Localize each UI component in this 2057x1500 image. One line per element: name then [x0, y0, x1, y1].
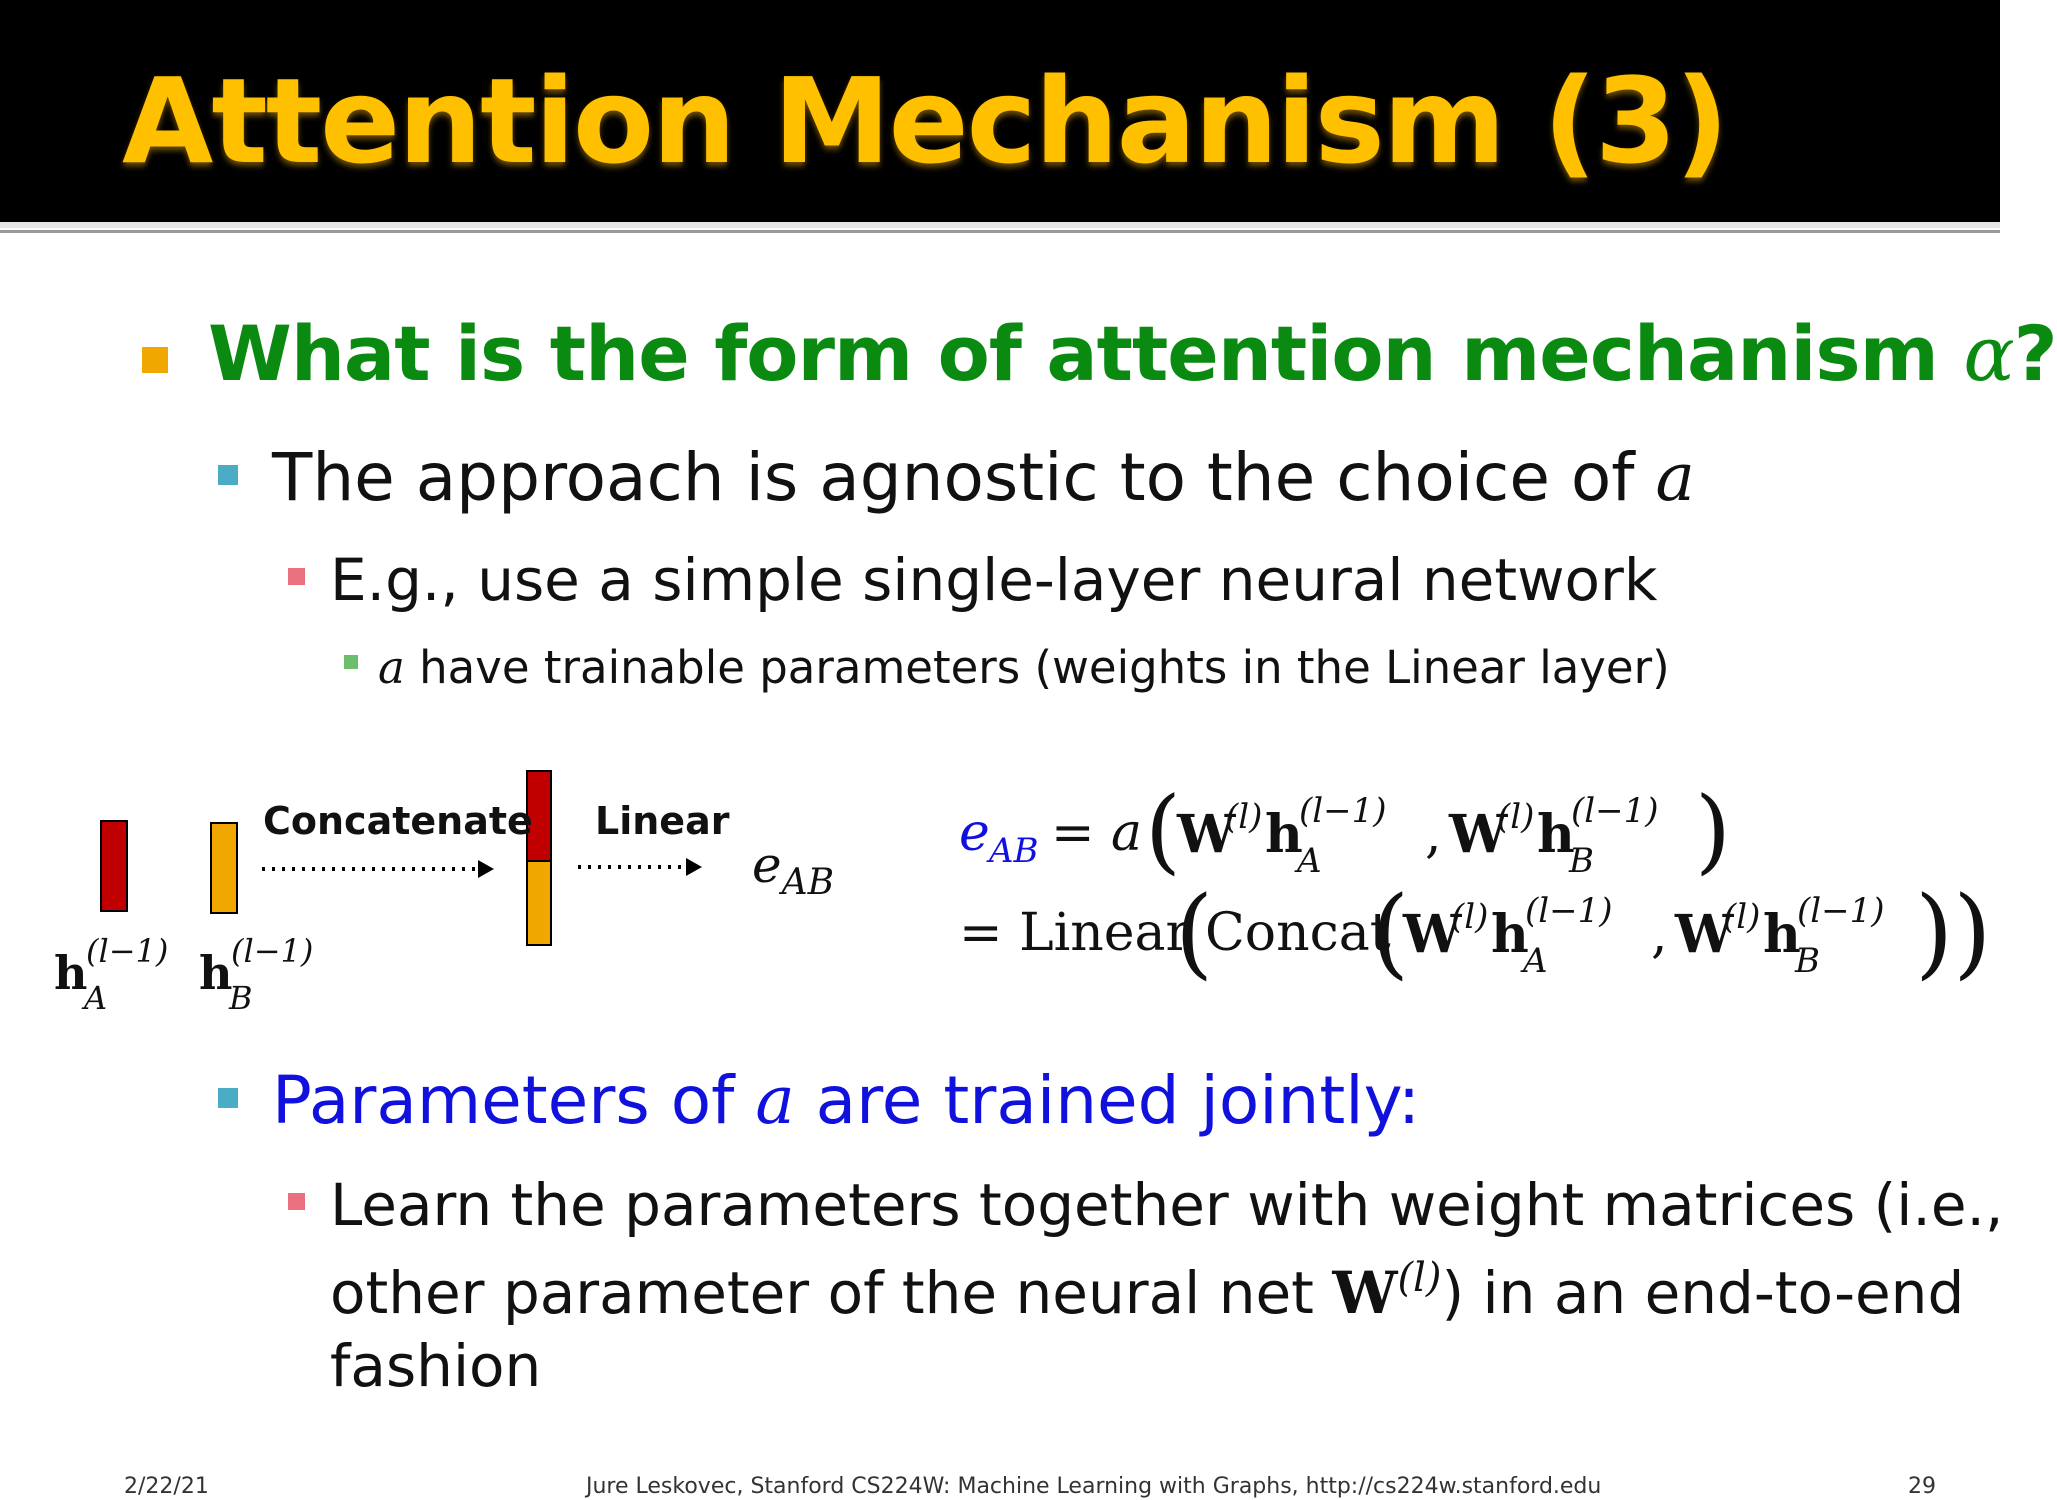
- svg-text:(l): (l): [1225, 797, 1263, 837]
- bullet-marker-l4: [344, 655, 358, 669]
- svg-text:(l−1): (l−1): [1571, 791, 1659, 831]
- W-superscript: (l): [1397, 1255, 1442, 1301]
- equation-line-2: [955, 876, 2005, 1010]
- svg-text:=: =: [1051, 803, 1095, 863]
- svg-text:Concat: Concat: [1205, 903, 1391, 963]
- bullet-marker-l3: [288, 568, 305, 585]
- bullet-question: [208, 309, 2057, 398]
- eAB-sub: AB: [781, 862, 835, 903]
- linear-label: Linear: [595, 799, 730, 843]
- svg-text:,: ,: [1425, 805, 1442, 865]
- question-text: What is the form of attention mechanism: [208, 309, 1964, 398]
- bullet-marker-l1: [142, 347, 168, 373]
- bullet-learn-line1: Learn the parameters together with weight matrices (i.e.,: [330, 1171, 2004, 1239]
- a-symbol: a: [1655, 439, 1695, 516]
- hB-base: h: [199, 946, 233, 1000]
- svg-text:W: W: [1675, 904, 1734, 965]
- concatenate-label: Concatenate: [263, 799, 533, 843]
- a-symbol-small: a: [378, 641, 405, 694]
- svg-text:W: W: [1449, 804, 1508, 865]
- svg-text:h: h: [1491, 904, 1529, 965]
- svg-text:(l): (l): [1497, 797, 1535, 837]
- footer-date: 2/22/21: [124, 1474, 209, 1499]
- footer-credit: Jure Leskovec, Stanford CS224W: Machine Learning with Graphs, http://cs224w.stanford.edu: [586, 1474, 1602, 1499]
- parameters-text: Parameters of: [272, 1062, 756, 1139]
- svg-text:A: A: [1297, 841, 1322, 881]
- svg-text:A: A: [1523, 941, 1548, 981]
- title-underline: [0, 222, 2000, 228]
- slide-title: Attention Mechanism (3): [122, 52, 1727, 190]
- svg-text:,: ,: [1651, 905, 1668, 965]
- trainable-text: have trainable parameters (weights in the Linear layer): [404, 641, 1670, 694]
- hA-sub: A: [84, 979, 108, 1017]
- svg-text:= Linear: = Linear: [959, 903, 1191, 963]
- learn-line2-text: other parameter of the neural net: [330, 1259, 1333, 1327]
- svg-text:(: (: [1371, 876, 1410, 990]
- svg-text:e: e: [959, 803, 990, 863]
- bullet-marker-l3b: [288, 1193, 305, 1210]
- W-matrix-symbol: W: [1332, 1259, 1398, 1327]
- svg-text:B: B: [1569, 841, 1594, 881]
- svg-text:(l−1): (l−1): [1797, 891, 1885, 931]
- bullet-learn-line2: [330, 1255, 1965, 1327]
- vector-concat: [526, 770, 552, 946]
- parameters-text-end: are trained jointly:: [794, 1062, 1421, 1139]
- svg-text:AB: AB: [989, 831, 1039, 871]
- hB-sup: (l−1): [231, 932, 314, 970]
- svg-text:h: h: [1537, 804, 1575, 865]
- hA-base: h: [54, 946, 88, 1000]
- agnostic-text: The approach is agnostic to the choice of: [272, 439, 1656, 516]
- svg-text:W: W: [1177, 804, 1236, 865]
- linear-arrowhead: [686, 858, 702, 876]
- svg-text:(l−1): (l−1): [1525, 891, 1613, 931]
- svg-text:): ): [1695, 777, 1731, 884]
- alpha-symbol: α: [1963, 309, 2014, 398]
- svg-text:W: W: [1403, 904, 1462, 965]
- footer-page-number: 29: [1908, 1474, 1936, 1499]
- label-hB: [199, 932, 314, 1017]
- bullet-marker-l2: [218, 465, 238, 485]
- equation-line-1: [955, 777, 2055, 900]
- a-symbol-blue: a: [755, 1062, 795, 1139]
- svg-text:(l−1): (l−1): [1299, 791, 1387, 831]
- title-underline-shadow: [0, 230, 2000, 233]
- output-eAB: [752, 836, 835, 903]
- svg-text:B: B: [1795, 941, 1820, 981]
- svg-text:h: h: [1265, 804, 1303, 865]
- svg-text:)): )): [1915, 876, 1992, 990]
- bullet-learn-line3: fashion: [330, 1332, 542, 1400]
- bullet-example: E.g., use a simple single-layer neural network: [330, 546, 1658, 614]
- learn-line2-end: ) in an end-to-end: [1441, 1259, 1965, 1327]
- hA-sup: (l−1): [86, 932, 169, 970]
- svg-text:(l): (l): [1451, 897, 1489, 937]
- svg-text:(: (: [1145, 777, 1181, 884]
- bullet-agnostic: [272, 439, 1695, 516]
- eAB-base: e: [752, 836, 782, 894]
- hB-sub: B: [229, 979, 253, 1017]
- bullet-parameters: [272, 1062, 1421, 1139]
- bullet-trainable: [378, 641, 1670, 694]
- bullet-marker-l2b: [218, 1088, 238, 1108]
- question-mark: ?: [2013, 309, 2057, 398]
- svg-text:h: h: [1763, 904, 1801, 965]
- vector-hA: [100, 820, 128, 912]
- vector-concat-bottom: [528, 862, 550, 944]
- concatenate-arrowhead: [478, 860, 494, 878]
- svg-text:a: a: [1111, 803, 1143, 863]
- svg-text:(l): (l): [1723, 897, 1761, 937]
- svg-text:(: (: [1175, 876, 1214, 990]
- label-hA: [54, 932, 169, 1017]
- vector-hB: [210, 822, 238, 914]
